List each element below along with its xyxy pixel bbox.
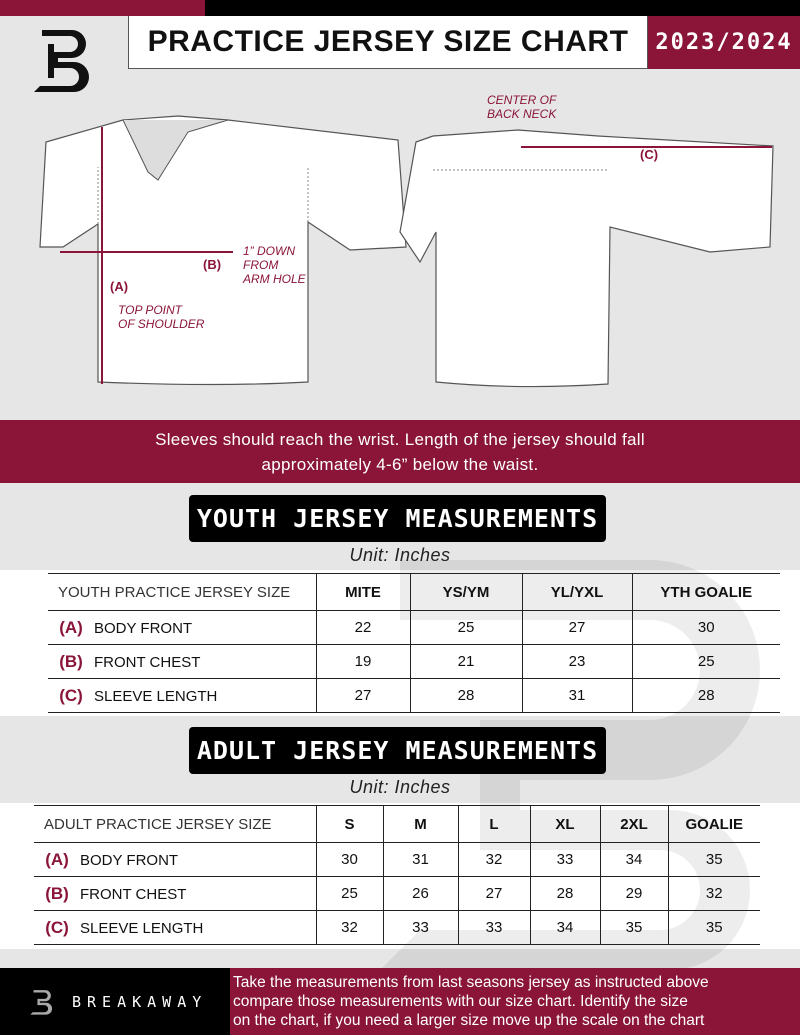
measurement-key: (A) [59, 617, 83, 637]
measurement-value: 30 [632, 611, 780, 645]
measurement-value: 27 [316, 679, 410, 713]
note-arm-hole: 1” DOWN FROM ARM HOLE [243, 244, 306, 286]
table-row [34, 911, 760, 945]
measurement-value: 33 [383, 911, 458, 945]
season-label: 2023/2024 [648, 16, 800, 69]
measurement-key: (B) [45, 883, 69, 903]
footer-instructions: Take the measurements from last seasons jersey as instructed above compare those measurements with our size chart. Identify the size on the chart, if you need a larger size move up the scale on the chart [230, 968, 800, 1035]
measurement-value: 25 [316, 877, 383, 911]
instruction-text: Sleeves should reach the wrist. Length of the jersey should fall approximately 4-6” below the waist. [155, 430, 645, 474]
top-black-bar [205, 0, 800, 16]
measurement-name: BODY FRONT [80, 851, 179, 869]
label-c: (C) [640, 147, 659, 162]
measurement-value: 35 [668, 843, 760, 877]
brand-name: BREAKAWAY [72, 992, 208, 1011]
table-header-row [48, 574, 780, 611]
measurement-value: 35 [600, 911, 668, 945]
measurement-name: SLEEVE LENGTH [94, 687, 218, 705]
measurement-value: 32 [316, 911, 383, 945]
measurement-value: 34 [600, 843, 668, 877]
measurement-value: 33 [458, 911, 530, 945]
measurement-value: 31 [383, 843, 458, 877]
measurement-value: 25 [632, 645, 780, 679]
size-column-label: ADULT PRACTICE JERSEY SIZE [34, 806, 316, 843]
size-header: MITE [316, 574, 410, 611]
label-a: (A) [110, 279, 129, 294]
note-top-of-shoulder: TOP POINT OF SHOULDER [118, 303, 205, 331]
size-header: XL [530, 806, 600, 843]
table-row [34, 843, 760, 877]
adult-size-table [34, 805, 760, 945]
table-row [48, 679, 780, 713]
measurement-name: BODY FRONT [94, 619, 193, 637]
adult-section-title: ADULT JERSEY MEASUREMENTS [189, 727, 606, 774]
size-header: GOALIE [668, 806, 760, 843]
size-header: 2XL [600, 806, 668, 843]
note-center-back-neck: CENTER OF BACK NECK [487, 93, 557, 121]
size-header: YTH GOALIE [632, 574, 780, 611]
measurement-label [48, 645, 316, 679]
size-header: L [458, 806, 530, 843]
table-row [48, 645, 780, 679]
top-accent-bar [0, 0, 205, 16]
footer-brand [0, 968, 230, 1035]
adult-unit-label: Unit: Inches [349, 777, 451, 797]
table-row [48, 611, 780, 645]
measurement-label [34, 911, 316, 945]
measurement-label [34, 843, 316, 877]
measurement-value: 21 [410, 645, 522, 679]
measurement-value: 29 [600, 877, 668, 911]
measurement-value: 26 [383, 877, 458, 911]
measurement-value: 25 [410, 611, 522, 645]
table-row [34, 877, 760, 911]
measurement-name: FRONT CHEST [94, 653, 201, 671]
breakaway-logo-icon [28, 26, 94, 94]
measurement-name: SLEEVE LENGTH [80, 919, 204, 937]
measurement-label [34, 877, 316, 911]
measurement-key: (A) [45, 849, 69, 869]
youth-size-table [48, 573, 780, 713]
back-jersey-diagram [398, 122, 778, 392]
youth-section-title: YOUTH JERSEY MEASUREMENTS [189, 495, 606, 542]
measurement-value: 22 [316, 611, 410, 645]
measurement-key: (C) [45, 917, 69, 937]
measurement-name: FRONT CHEST [80, 885, 187, 903]
size-header: YS/YM [410, 574, 522, 611]
measurement-value: 28 [530, 877, 600, 911]
measurement-value: 34 [530, 911, 600, 945]
measurement-value: 32 [668, 877, 760, 911]
measurement-value: 23 [522, 645, 632, 679]
measurement-value: 30 [316, 843, 383, 877]
size-header: S [316, 806, 383, 843]
measurement-value: 32 [458, 843, 530, 877]
measurement-value: 35 [668, 911, 760, 945]
measurement-value: 33 [530, 843, 600, 877]
measurement-value: 31 [522, 679, 632, 713]
table-header-row [34, 806, 760, 843]
measurement-key: (B) [59, 651, 83, 671]
measurement-value: 27 [458, 877, 530, 911]
page-title: PRACTICE JERSEY SIZE CHART [128, 16, 648, 69]
size-column-label: YOUTH PRACTICE JERSEY SIZE [48, 574, 316, 611]
measurement-value: 28 [410, 679, 522, 713]
youth-unit-label: Unit: Inches [349, 545, 451, 565]
size-header: YL/YXL [522, 574, 632, 611]
measurement-value: 28 [632, 679, 780, 713]
measurement-value: 27 [522, 611, 632, 645]
measurement-value: 19 [316, 645, 410, 679]
label-b: (B) [203, 257, 222, 272]
measurement-key: (C) [59, 685, 83, 705]
instruction-band [0, 420, 800, 483]
measurement-label [48, 611, 316, 645]
front-jersey-diagram [38, 112, 408, 392]
measurement-label [48, 679, 316, 713]
size-header: M [383, 806, 458, 843]
breakaway-logo-small-icon [28, 985, 54, 1019]
